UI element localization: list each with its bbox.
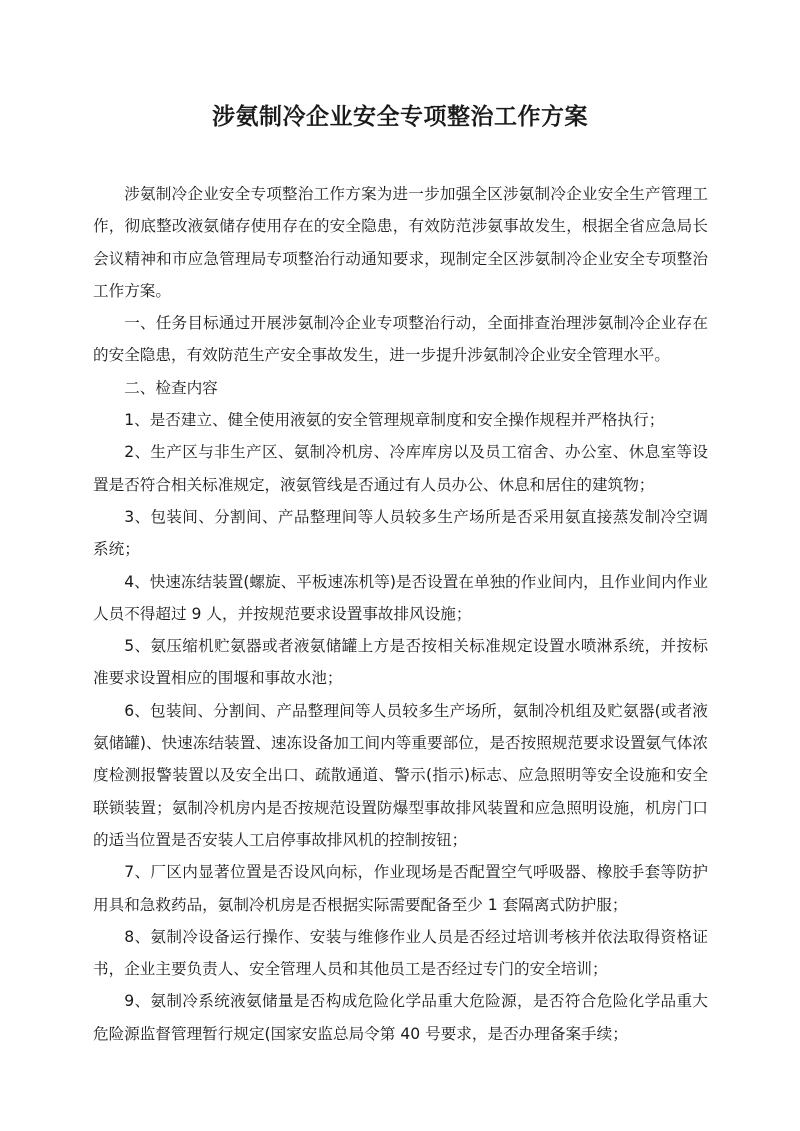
inspection-item-6: 6、包装间、分割间、产品整理间等人员较多生产场所，氨制冷机组及贮氨器(或者液氨储罐)、快速冻结装置、速冻设备加工间内等重要部位，是否按照规范要求设置氨气体浓度检测报警装置以及安全出口、疏散通道、警示(指示)标志、应急照明等安全设施和安全联锁装置；氨制冷机房内是否按规范设置防爆型事故排风装置和应急照明设施，机房门口的适当位置是否安装人工启停事故排风机的控制按钮； xyxy=(93,701,708,849)
inspection-item-3: 3、包装间、分割间、产品整理间等人员较多生产场所是否采用氨直接蒸发制冷空调系统； xyxy=(93,507,708,559)
document-body xyxy=(93,178,708,1050)
inspection-item-7: 7、厂区内显著位置是否设风向标，作业现场是否配置空气呼吸器、橡胶手套等防护用具和急救药品，氨制冷机房是否根据实际需要配备至少 1 套隔离式防护服； xyxy=(93,863,708,914)
paragraph-intro: 涉氨制冷企业安全专项整治工作方案为进一步加强全区涉氨制冷企业安全生产管理工作，彻底整改液氨储存使用存在的安全隐患，有效防范涉氨事故发生，根据全省应急局长会议精神和市应急管理局专项整治行动通知要求，现制定全区涉氨制冷企业安全专项整治工作方案。 xyxy=(93,185,708,300)
inspection-item-5: 5、氨压缩机贮氨器或者液氨储罐上方是否按相关标准规定设置水喷淋系统，并按标准要求设置相应的围堰和事故水池； xyxy=(93,637,708,688)
inspection-item-1: 1、是否建立、健全使用液氨的安全管理规章制度和安全操作规程并严格执行； xyxy=(124,411,665,430)
inspection-item-9: 9、氨制冷系统液氨储量是否构成危险化学品重大危险源，是否符合危险化学品重大危险源监督管理暂行规定(国家安监总局令第 40 号要求，是否办理备案手续； xyxy=(93,992,708,1043)
paragraph-objective: 一、任务目标通过开展涉氨制冷企业专项整治行动，全面排查治理涉氨制冷企业存在的安全隐患，有效防范生产安全事故发生，进一步提升涉氨制冷企业安全管理水平。 xyxy=(93,314,708,365)
section-heading-inspection: 二、检查内容 xyxy=(124,378,218,397)
inspection-item-4: 4、快速冻结装置(螺旋、平板速冻机等)是否设置在单独的作业间内，且作业间内作业人员不得超过 9 人，并按规范要求设置事故排风设施； xyxy=(93,572,708,623)
document-title: 涉氨制冷企业安全专项整治工作方案 xyxy=(212,104,588,130)
inspection-item-2: 2、生产区与非生产区、氨制冷机房、冷库库房以及员工宿舍、办公室、休息室等设置是否符合相关标准规定，液氨管线是否通过有人员办公、休息和居住的建筑物； xyxy=(93,443,708,494)
inspection-item-8: 8、氨制冷设备运行操作、安装与维修作业人员是否经过培训考核并依法取得资格证书，企业主要负责人、安全管理人员和其他员工是否经过专门的安全培训； xyxy=(93,927,708,979)
